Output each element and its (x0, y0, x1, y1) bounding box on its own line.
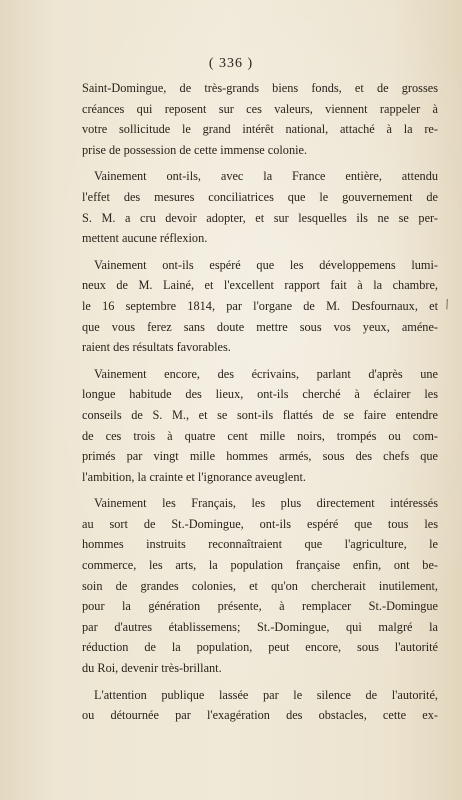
paragraph-3 (82, 255, 438, 358)
text-line: par d'autres établissemens; St.-Domingue, qui malgré la (82, 619, 438, 634)
text-line: l'ambition, la crainte et l'ignorance aveuglent. (82, 469, 306, 484)
text-line: pour la génération présente, à remplacer St.-Domingue (82, 599, 438, 614)
text-line: mettent aucune réflexion. (82, 231, 208, 246)
margin-pencil-mark: \ (442, 296, 452, 312)
text-line: Vainement ont-ils, avec la France entière, attendu (94, 169, 438, 184)
text-line: neux de M. Lainé, et l'excellent rapport fait à la chambre, (82, 278, 438, 293)
text-line: commerce, les arts, la population française enfin, ont be- (82, 558, 438, 573)
text-line: Vainement les Français, les plus directement intéressés (94, 496, 438, 511)
text-line: au sort de St.-Domingue, ont-ils espéré que tous les (82, 516, 438, 531)
text-line: ou détournée par l'exagération des obstacles, cette ex- (82, 708, 438, 723)
text-line: L'attention publique lassée par le silence de l'autorité, (94, 687, 438, 702)
page-number: ( 336 ) (208, 56, 254, 71)
text-line: Vainement ont-ils espéré que les développemens lumi- (94, 257, 438, 272)
text-line: prise de possession de cette immense colonie. (82, 142, 308, 157)
text-line: votre sollicitude le grand intérêt national, attaché à la re- (82, 122, 438, 137)
text-line: S. M. a cru devoir adopter, et sur lesquelles ils ne se per- (82, 210, 438, 225)
text-line: le 16 septembre 1814, par l'organe de M. Desfournaux, et (82, 298, 438, 313)
body-text (82, 78, 438, 732)
text-line: longue habitude des lieux, ont-ils cherché à éclairer les (82, 387, 438, 402)
text-line: créances qui reposent sur ces valeurs, viennent rappeler à (82, 101, 438, 116)
text-line: de ces trois à quatre cent mille noirs, trompés ou com- (82, 428, 438, 443)
paragraph-2 (82, 166, 438, 248)
paragraph-4 (82, 364, 438, 488)
text-line: Saint-Domingue, de très-grands biens fonds, et de grosses (82, 81, 438, 95)
text-line: soin de grandes colonies, et qu'on chercherait inutilement, (82, 578, 438, 593)
text-line: raient des résultats favorables. (82, 340, 231, 355)
text-line: primés par vingt mille hommes armés, sous des chefs que (82, 449, 438, 464)
paragraph-1 (82, 78, 438, 160)
paragraph-6 (82, 685, 438, 726)
text-line: conseils de S. M., et se sont-ils flattés de se faire entendre (82, 407, 438, 422)
text-line: Vainement encore, des écrivains, parlant d'après une (94, 366, 438, 381)
paragraph-5 (82, 493, 438, 678)
text-line: du Roi, devenir très-brillant. (82, 661, 222, 676)
text-line: que vous ferez sans doute mettre sous vos yeux, améne- (82, 319, 438, 334)
text-line: hommes instruits reconnaîtraient que l'agriculture, le (82, 537, 438, 552)
text-line: réduction de la population, peut encore, sous l'autorité (82, 640, 438, 655)
text-line: l'effet des mesures conciliatrices que le gouvernement de (82, 189, 438, 204)
